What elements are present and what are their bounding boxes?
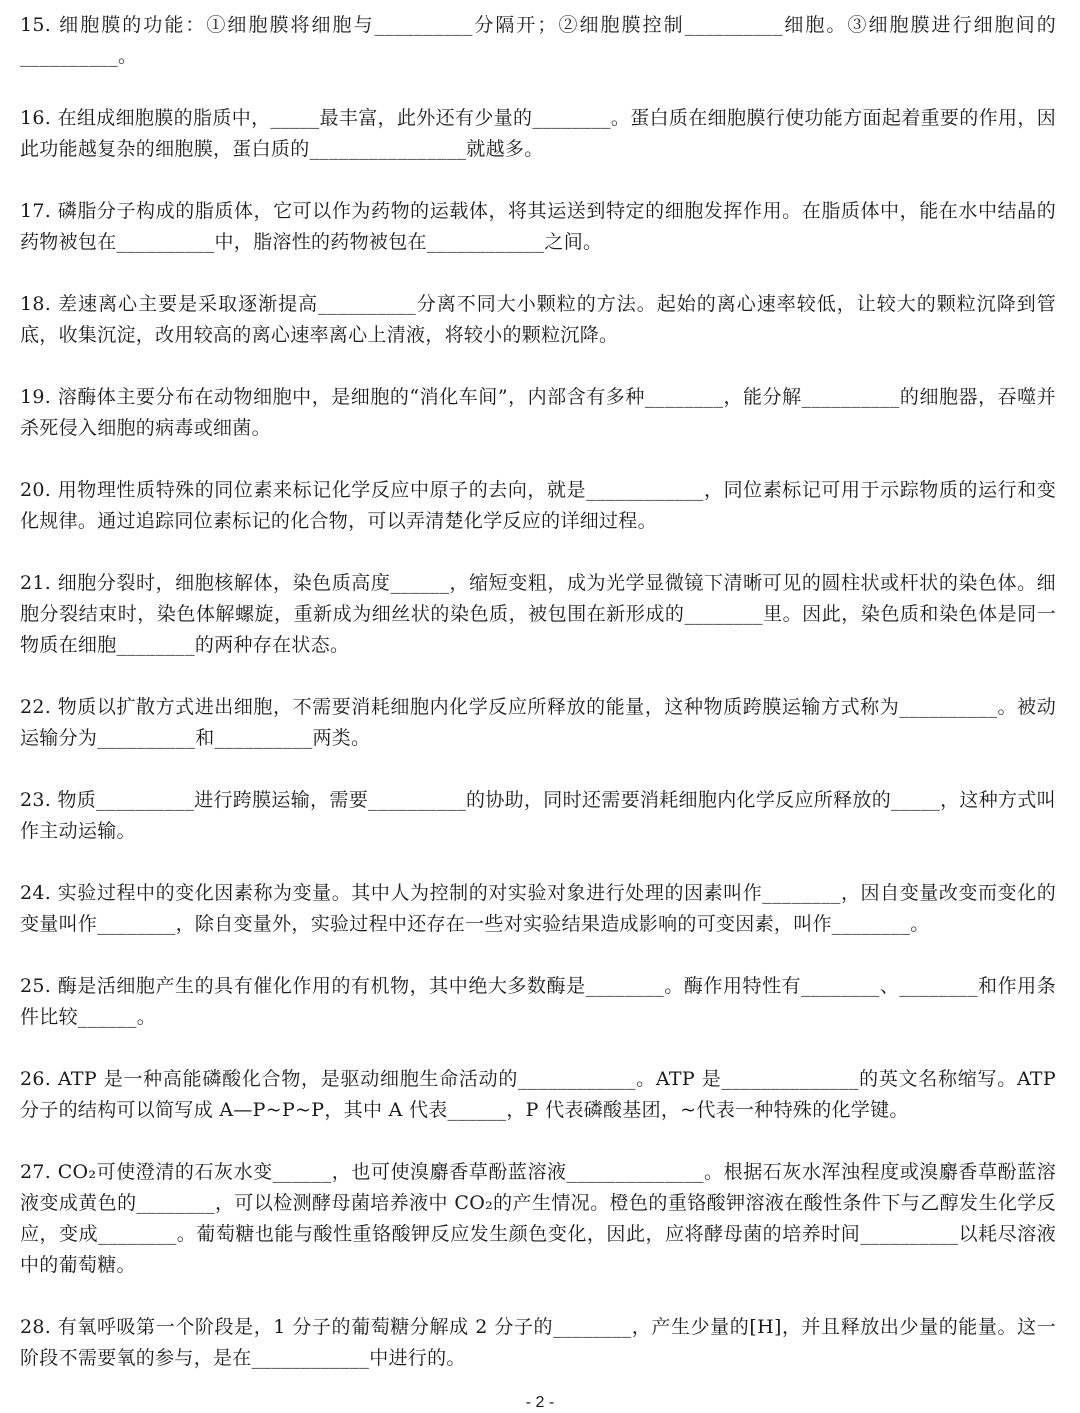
question-22: 22. 物质以扩散方式进出细胞，不需要消耗细胞内化学反应所释放的能量，这种物质跨膜运输方式称为__________。被动运输分为__________和__________两类。 xyxy=(20,696,1056,749)
question-24: 24. 实验过程中的变化因素称为变量。其中人为控制的对实验对象进行处理的因素叫作________，因自变量改变而变化的变量叫作________，除自变量外，实验过程中还存在一些对实验结果造成影响的可变因素，叫作________。 xyxy=(20,882,1056,935)
question-27: 27. CO₂可使澄清的石灰水变______，也可使溴麝香草酚蓝溶液______________。根据石灰水浑浊程度或溴麝香草酚蓝溶液变成黄色的________，可以检测酵母菌培养液中 CO₂的产生情况。橙色的重铬酸钾溶液在酸性条件下与乙醇发生化学反应，变成________。葡萄糖也能与酸性重铬酸钾反应发生颜色变化，因此，应将酵母菌的培养时间__________以耗尽溶液中的葡萄糖。 xyxy=(20,1161,1056,1276)
question-23: 23. 物质__________进行跨膜运输，需要__________的协助，同时还需要消耗细胞内化学反应所释放的_____，这种方式叫作主动运输。 xyxy=(20,789,1056,842)
question-15: 15. 细胞膜的功能：①细胞膜将细胞与__________分隔开；②细胞膜控制__________细胞。③细胞膜进行细胞间的__________。 xyxy=(20,14,1056,67)
question-21: 21. 细胞分裂时，细胞核解体，染色质高度______，缩短变粗，成为光学显微镜下清晰可见的圆柱状或杆状的染色体。细胞分裂结束时，染色体解螺旋，重新成为细丝状的染色质，被包围在新形成的________里。因此，染色质和染色体是同一物质在细胞________的两种存在状态。 xyxy=(20,572,1056,656)
page-number: - 2 - xyxy=(525,1394,555,1411)
question-18: 18. 差速离心主要是采取逐渐提高__________分离不同大小颗粒的方法。起始的离心速率较低，让较大的颗粒沉降到管底，收集沉淀，改用较高的离心速率离心上清液，将较小的颗粒沉降。 xyxy=(20,293,1056,346)
question-26: 26. ATP 是一种高能磷酸化合物，是驱动细胞生命活动的____________。ATP 是______________的英文名称缩写。ATP 分子的结构可以简写成 A—P~P~P，其中 A 代表______，P 代表磷酸基团，~代表一种特殊的化学键。 xyxy=(20,1068,1056,1121)
question-17: 17. 磷脂分子构成的脂质体，它可以作为药物的运载体，将其运送到特定的细胞发挥作用。在脂质体中，能在水中结晶的药物被包在__________中，脂溶性的药物被包在____________之间。 xyxy=(20,200,1056,253)
question-28: 28. 有氧呼吸第一个阶段是，1 分子的葡萄糖分解成 2 分子的________，产生少量的[H]，并且释放出少量的能量。这一阶段不需要氧的参与，是在____________中进行的。 xyxy=(20,1316,1056,1369)
worksheet-page xyxy=(20,10,1056,1374)
question-16: 16. 在组成细胞膜的脂质中，_____最丰富，此外还有少量的________。蛋白质在细胞膜行使功能方面起着重要的作用，因此功能越复杂的细胞膜，蛋白质的________________就越多。 xyxy=(20,107,1056,160)
question-20: 20. 用物理性质特殊的同位素来标记化学反应中原子的去向，就是____________，同位素标记可用于示踪物质的运行和变化规律。通过追踪同位素标记的化合物，可以弄清楚化学反应的详细过程。 xyxy=(20,479,1056,532)
question-19: 19. 溶酶体主要分布在动物细胞中，是细胞的“消化车间”，内部含有多种________，能分解__________的细胞器，吞噬并杀死侵入细胞的病毒或细菌。 xyxy=(20,386,1056,439)
question-25: 25. 酶是活细胞产生的具有催化作用的有机物，其中绝大多数酶是________。酶作用特性有________、________和作用条件比较______。 xyxy=(20,975,1056,1028)
